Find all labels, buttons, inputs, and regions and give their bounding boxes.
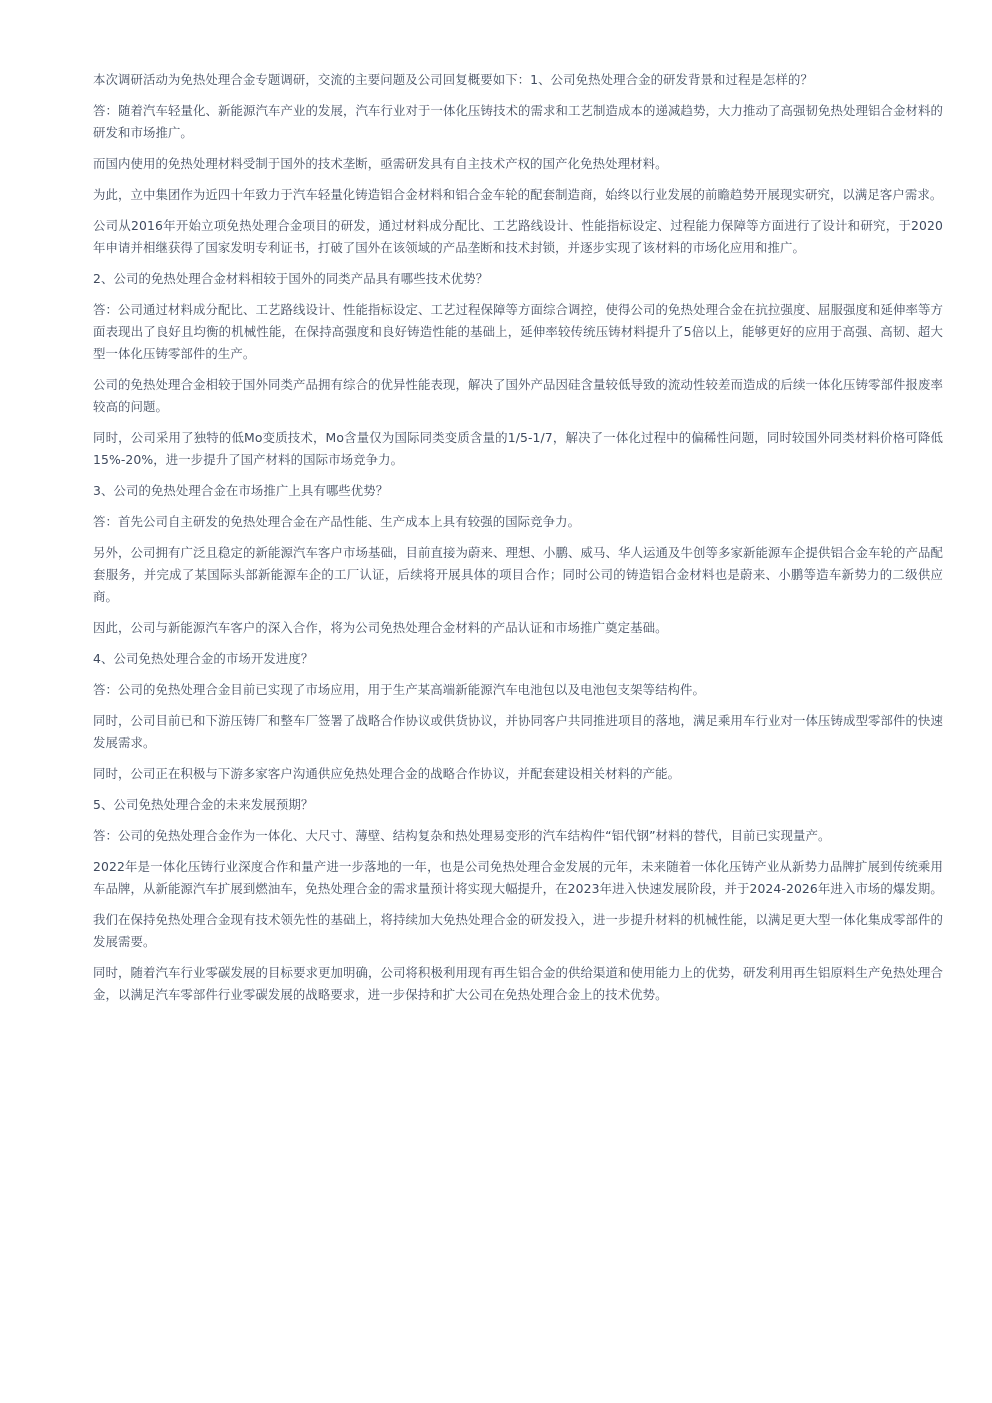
document-body (93, 69, 943, 1015)
body-paragraph: 为此，立中集团作为近四十年致力于汽车轻量化铸造铝合金材料和铝合金车轮的配套制造商，始终以行业发展的前瞻趋势开展现实研究，以满足客户需求。 (93, 187, 943, 202)
body-paragraph: 我们在保持免热处理合金现有技术领先性的基础上，将持续加大免热处理合金的研发投入，进一步提升材料的机械性能，以满足更大型一体化集成零部件的发展需要。 (93, 912, 943, 949)
body-paragraph: 同时，公司采用了独特的低Mo变质技术，Mo含量仅为国际同类变质含量的1/5-1/7，解决了一体化过程中的偏稀性问题，同时较国外同类材料价格可降低15%-20%，进一步提升了国产材料的国际市场竞争力。 (93, 430, 943, 467)
question-3-heading: 3、公司的免热处理合金在市场推广上具有哪些优势？ (93, 483, 389, 498)
body-paragraph: 公司从2016年开始立项免热处理合金项目的研发，通过材料成分配比、工艺路线设计、性能指标设定、过程能力保障等方面进行了设计和研究，于2020年申请并相继获得了国家发明专利证书，打破了国外在该领域的产品垄断和技术封锁，并逐步实现了该材料的市场化应用和推广。 (93, 218, 943, 255)
body-paragraph: 因此，公司与新能源汽车客户的深入合作，将为公司免热处理合金材料的产品认证和市场推广奠定基础。 (93, 620, 668, 635)
question-5-heading: 5、公司免热处理合金的未来发展预期？ (93, 797, 314, 812)
question-2-heading: 2、公司的免热处理合金材料相较于国外的同类产品具有哪些技术优势？ (93, 271, 489, 286)
question-4-heading: 4、公司免热处理合金的市场开发进度？ (93, 651, 314, 666)
body-paragraph: 公司的免热处理合金相较于国外同类产品拥有综合的优异性能表现，解决了国外产品因硅含量较低导致的流动性较差而造成的后续一体化压铸零部件报废率较高的问题。 (93, 377, 943, 414)
body-paragraph: 另外，公司拥有广泛且稳定的新能源汽车客户市场基础，目前直接为蔚来、理想、小鹏、威马、华人运通及牛创等多家新能源车企提供铝合金车轮的产品配套服务，并完成了某国际头部新能源车企的工厂认证，后续将开展具体的项目合作；同时公司的铸造铝合金材料也是蔚来、小鹏等造车新势力的二级供应商。 (93, 545, 943, 604)
body-paragraph: 2022年是一体化压铸行业深度合作和量产进一步落地的一年，也是公司免热处理合金发展的元年，未来随着一体化压铸产业从新势力品牌扩展到传统乘用车品牌，从新能源汽车扩展到燃油车，免热处理合金的需求量预计将实现大幅提升，在2023年进入快速发展阶段，并于2024-2026年进入市场的爆发期。 (93, 859, 943, 896)
answer-4-paragraph: 答：公司的免热处理合金目前已实现了市场应用，用于生产某高端新能源汽车电池包以及电池包支架等结构件。 (93, 682, 706, 697)
answer-5-paragraph: 答：公司的免热处理合金作为一体化、大尺寸、薄壁、结构复杂和热处理易变形的汽车结构件“铝代钢”材料的替代，目前已实现量产。 (93, 828, 831, 843)
body-paragraph: 而国内使用的免热处理材料受制于国外的技术垄断，亟需研发具有自主技术产权的国产化免热处理材料。 (93, 156, 668, 171)
body-paragraph: 同时，公司正在积极与下游多家客户沟通供应免热处理合金的战略合作协议，并配套建设相关材料的产能。 (93, 766, 681, 781)
body-paragraph: 同时，随着汽车行业零碳发展的目标要求更加明确，公司将积极利用现有再生铝合金的供给渠道和使用能力上的优势，研发利用再生铝原料生产免热处理合金，以满足汽车零部件行业零碳发展的战略要求，进一步保持和扩大公司在免热处理合金上的技术优势。 (93, 965, 943, 1002)
answer-1-paragraph: 答：随着汽车轻量化、新能源汽车产业的发展，汽车行业对于一体化压铸技术的需求和工艺制造成本的递减趋势，大力推动了高强韧免热处理铝合金材料的研发和市场推广。 (93, 103, 943, 140)
answer-3-paragraph: 答：首先公司自主研发的免热处理合金在产品性能、生产成本上具有较强的国际竞争力。 (93, 514, 581, 529)
body-paragraph: 同时，公司目前已和下游压铸厂和整车厂签署了战略合作协议或供货协议，并协同客户共同推进项目的落地，满足乘用车行业对一体压铸成型零部件的快速发展需求。 (93, 713, 943, 750)
answer-2-paragraph: 答：公司通过材料成分配比、工艺路线设计、性能指标设定、工艺过程保障等方面综合调控，使得公司的免热处理合金在抗拉强度、屈服强度和延伸率等方面表现出了良好且均衡的机械性能，在保持高强度和良好铸造性能的基础上，延伸率较传统压铸材料提升了5倍以上，能够更好的应用于高强、高韧、超大型一体化压铸零部件的生产。 (93, 302, 943, 361)
intro-paragraph: 本次调研活动为免热处理合金专题调研，交流的主要问题及公司回复概要如下：1、公司免热处理合金的研发背景和过程是怎样的？ (93, 72, 813, 87)
